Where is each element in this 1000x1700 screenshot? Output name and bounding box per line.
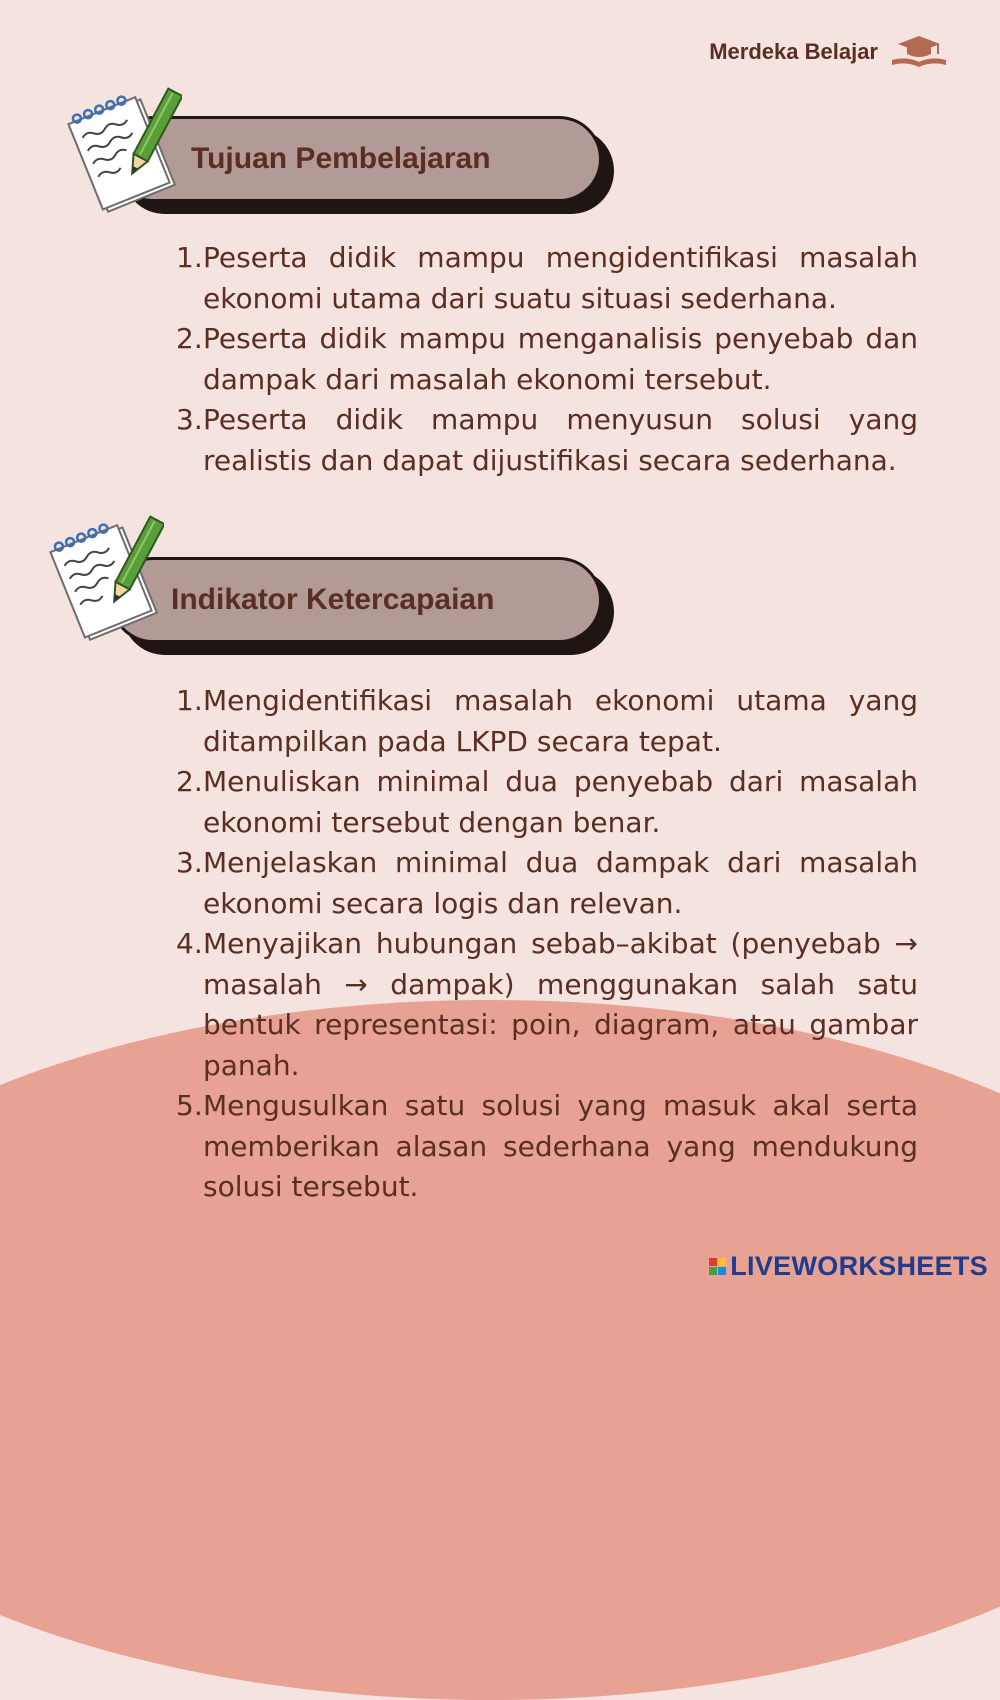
- list-number: 3.: [176, 846, 203, 879]
- graduation-cap-book-icon: [888, 34, 950, 70]
- list-item: [176, 924, 918, 1086]
- section-list-tujuan: [176, 238, 918, 481]
- list-number: 2.: [176, 322, 203, 355]
- section-list-indikator: [176, 681, 918, 1208]
- list-item: [176, 1086, 918, 1208]
- list-item: [176, 762, 918, 843]
- pill-background: [110, 557, 602, 643]
- list-text: Peserta didik mampu menganalisis penyebab dan dampak dari masalah ekonomi tersebut.: [203, 322, 918, 396]
- list-text: Peserta didik mampu menyusun solusi yang realistis dan dapat dijustifikasi secara sederhana.: [203, 403, 918, 477]
- section-title: Tujuan Pembelajaran: [191, 142, 491, 175]
- list-number: 1.: [176, 241, 203, 274]
- list-text: Menjelaskan minimal dua dampak dari masalah ekonomi secara logis dan relevan.: [203, 846, 918, 920]
- list-text: Mengidentifikasi masalah ekonomi utama yang ditampilkan pada LKPD secara tepat.: [203, 684, 918, 758]
- list-item: [176, 238, 918, 319]
- liveworksheets-logo-icon: [709, 1258, 726, 1275]
- list-number: 3.: [176, 403, 203, 436]
- list-number: 2.: [176, 765, 203, 798]
- section-header-tujuan: [110, 116, 620, 220]
- list-number: 1.: [176, 684, 203, 717]
- list-item: [176, 400, 918, 481]
- notepad-pencil-icon: [62, 80, 182, 220]
- list-number: 4.: [176, 927, 203, 960]
- section-title: Indikator Ketercapaian: [171, 583, 495, 616]
- section-header-indikator: [110, 557, 620, 661]
- brand-header: [709, 34, 950, 70]
- brand-text: Merdeka Belajar: [709, 39, 878, 64]
- list-text: Peserta didik mampu mengidentifikasi masalah ekonomi utama dari suatu situasi sederhana.: [203, 241, 918, 315]
- liveworksheets-footer[interactable]: [709, 1251, 988, 1282]
- list-text: Menuliskan minimal dua penyebab dari masalah ekonomi tersebut dengan benar.: [203, 765, 918, 839]
- notepad-pencil-icon: [44, 508, 164, 648]
- list-text: Mengusulkan satu solusi yang masuk akal serta memberikan alasan sederhana yang mendukung solusi tersebut.: [203, 1089, 918, 1203]
- list-text: Menyajikan hubungan sebab–akibat (penyebab → masalah → dampak) menggunakan salah satu bentuk representasi: poin, diagram, atau gambar panah.: [203, 927, 918, 1082]
- pill-background: [110, 116, 602, 202]
- list-item: [176, 681, 918, 762]
- list-item: [176, 319, 918, 400]
- list-item: [176, 843, 918, 924]
- footer-text: LIVEWORKSHEETS: [730, 1251, 988, 1281]
- list-number: 5.: [176, 1089, 203, 1122]
